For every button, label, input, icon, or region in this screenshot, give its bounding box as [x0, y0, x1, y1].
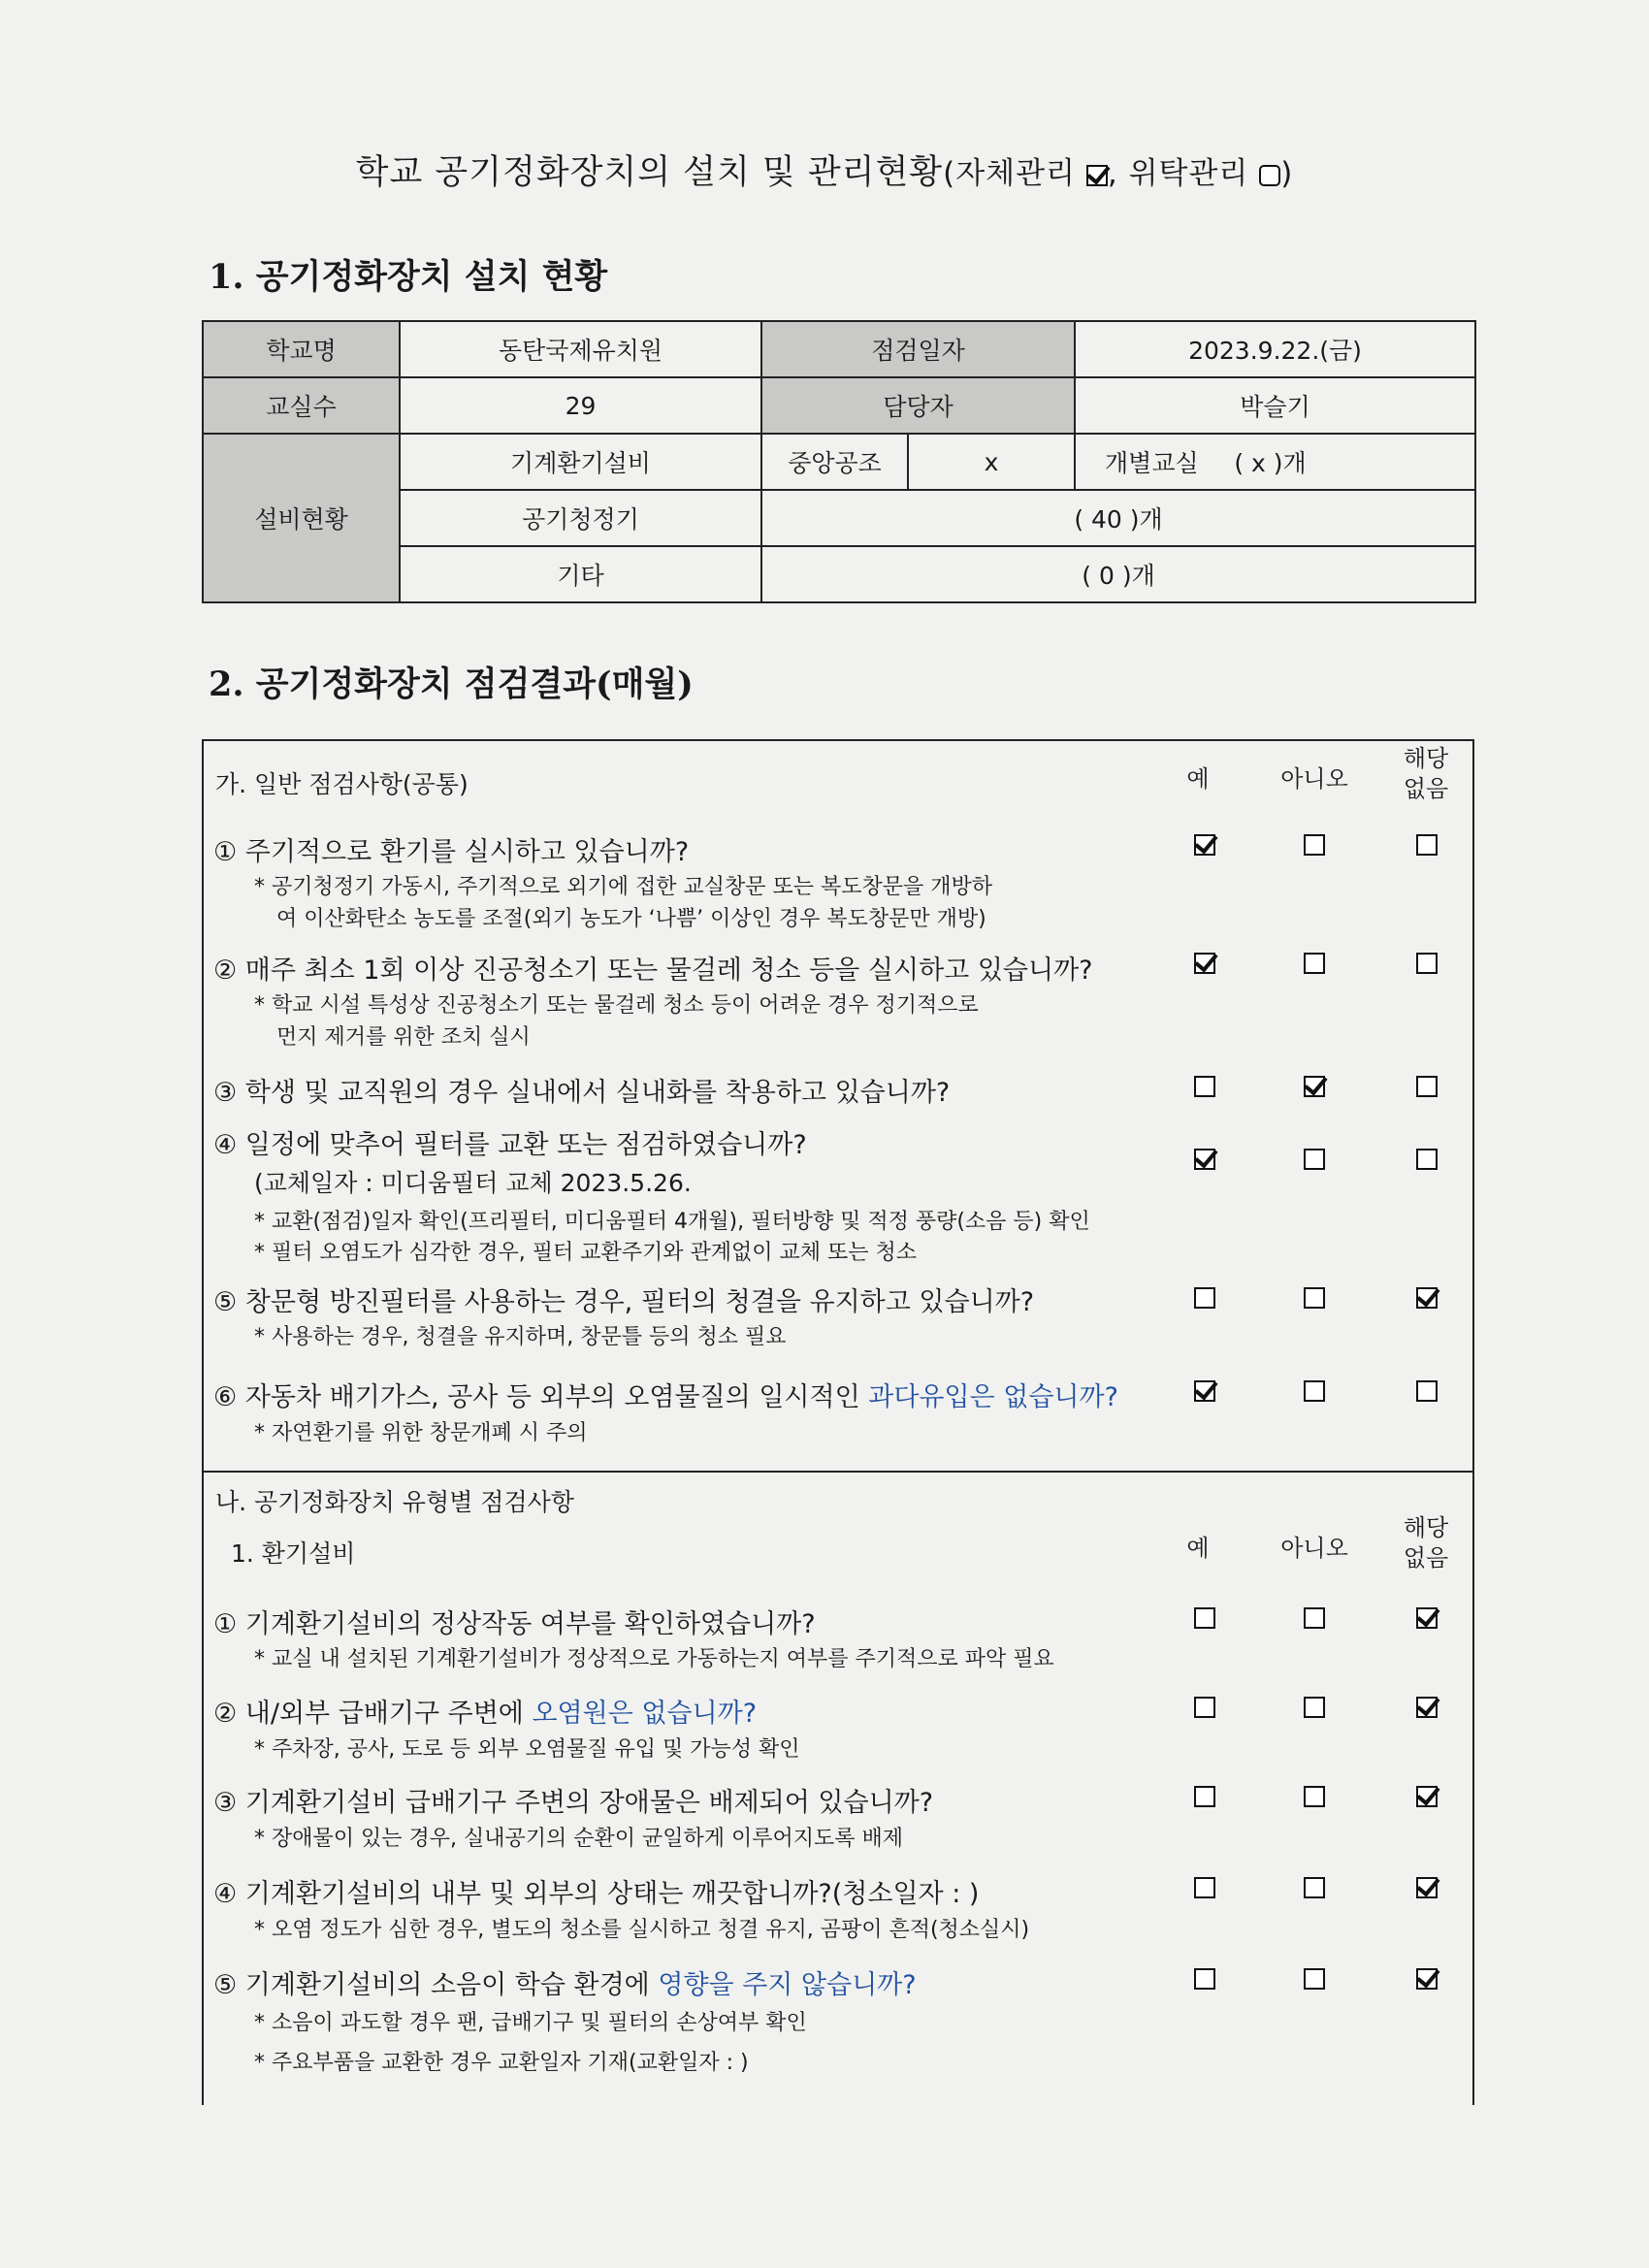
a1-na-checkbox[interactable]	[1416, 834, 1438, 856]
note-b5-2: * 주요부품을 교환한 경우 교환일자 기재(교환일자 : )	[254, 2051, 749, 2075]
b1-yes-checkbox[interactable]	[1194, 1607, 1215, 1629]
air-purifier-label: 공기청정기	[400, 490, 761, 546]
self-manage-checkbox[interactable]	[1086, 165, 1108, 186]
other-equipment-value: ( 0 )개	[761, 546, 1475, 602]
b5-no-checkbox[interactable]	[1304, 1968, 1325, 1990]
question-b1: ① 기계환기설비의 정상작동 여부를 확인하였습니까?	[213, 1609, 816, 1639]
a2-na-checkbox[interactable]	[1416, 953, 1438, 974]
question-a6	[213, 1376, 1118, 1413]
central-hvac-value: x	[908, 434, 1075, 490]
question-a1: ① 주기적으로 환기를 실시하고 있습니까?	[213, 837, 690, 867]
question-b5-highlight: 영향을 주지 않습니까?	[658, 1970, 917, 2000]
note-a6-1: * 자연환기를 위한 창문개폐 시 주의	[254, 1421, 588, 1445]
b5-yes-checkbox[interactable]	[1194, 1968, 1215, 1990]
col-na-header-b	[1387, 1513, 1465, 1573]
title-paren-open: (	[943, 156, 956, 191]
question-b5-text: ⑤ 기계환기설비의 소음이 학습 환경에	[213, 1970, 659, 2000]
col-na-line2: 없음	[1403, 775, 1449, 802]
question-b2-highlight: 오염원은 없습니까?	[532, 1699, 758, 1729]
section1-heading: 1. 공기정화장치 설치 현황	[209, 257, 608, 297]
part-a-heading: 가. 일반 점검사항(공통)	[215, 770, 469, 798]
manager-label: 담당자	[761, 377, 1075, 434]
part-b-heading: 나. 공기정화장치 유형별 점검사항	[215, 1488, 574, 1516]
note-a2-2: 먼지 제거를 위한 조치 실시	[276, 1025, 531, 1050]
a3-na-checkbox[interactable]	[1416, 1076, 1438, 1097]
question-b2-text: ② 내/외부 급배기구 주변에	[213, 1699, 533, 1729]
a3-yes-checkbox[interactable]	[1194, 1076, 1215, 1097]
b4-no-checkbox[interactable]	[1304, 1877, 1325, 1898]
a5-na-checkbox[interactable]	[1416, 1287, 1438, 1309]
self-manage-label: 자체관리	[955, 156, 1077, 191]
col-yes-header-b: 예	[1186, 1535, 1210, 1562]
a4-replacement-date: (교체일자 : 미디움필터 교체 2023.5.26.	[254, 1169, 692, 1197]
individual-classroom-count: ( x )개	[1234, 449, 1307, 477]
a6-no-checkbox[interactable]	[1304, 1380, 1325, 1402]
col-no-header: 아니오	[1280, 765, 1348, 793]
title-separator: ,	[1107, 156, 1129, 191]
b4-na-checkbox[interactable]	[1416, 1877, 1438, 1898]
b5-na-checkbox[interactable]	[1416, 1968, 1438, 1990]
entrust-manage-checkbox[interactable]	[1259, 165, 1280, 186]
a6-yes-checkbox[interactable]	[1194, 1380, 1215, 1402]
title-paren-close: )	[1280, 156, 1294, 191]
inspection-results-panel	[202, 739, 1474, 2105]
b1-no-checkbox[interactable]	[1304, 1607, 1325, 1629]
manager-value: 박슬기	[1075, 377, 1475, 434]
question-b5	[213, 1963, 917, 2001]
part-divider	[204, 1471, 1472, 1473]
question-b2	[213, 1692, 757, 1730]
a3-no-checkbox[interactable]	[1304, 1076, 1325, 1097]
a4-na-checkbox[interactable]	[1416, 1149, 1438, 1170]
note-b1-1: * 교실 내 설치된 기계환기설비가 정상적으로 가동하는지 여부를 주기적으로 파악 필요	[254, 1647, 1054, 1671]
note-a2-1: * 학교 시설 특성상 진공청소기 또는 물걸레 청소 등이 어려운 경우 정기적으로	[254, 993, 979, 1018]
school-name-value: 동탄국제유치원	[400, 321, 761, 377]
central-hvac-label: 중앙공조	[761, 434, 908, 490]
classroom-count-value: 29	[400, 377, 761, 434]
air-purifier-value: ( 40 )개	[761, 490, 1475, 546]
entrust-manage-label: 위탁관리	[1128, 156, 1249, 191]
question-a4: ④ 일정에 맞추어 필터를 교환 또는 점검하였습니까?	[213, 1130, 807, 1160]
a4-yes-checkbox[interactable]	[1194, 1149, 1215, 1170]
note-a4-1: * 교환(점검)일자 확인(프리필터, 미디움필터 4개월), 필터방향 및 적정 풍량(소음 등) 확인	[254, 1210, 1090, 1234]
note-b5-1: * 소음이 과도할 경우 팬, 급배기구 및 필터의 손상여부 확인	[254, 2011, 807, 2035]
b3-yes-checkbox[interactable]	[1194, 1786, 1215, 1807]
a2-yes-checkbox[interactable]	[1194, 953, 1215, 974]
a1-no-checkbox[interactable]	[1304, 834, 1325, 856]
col-na-line1: 해당	[1403, 745, 1449, 772]
question-a6-text: ⑥ 자동차 배기가스, 공사 등 외부의 오염물질의 일시적인	[213, 1382, 869, 1412]
question-a6-highlight: 과다유입은 없습니까?	[868, 1382, 1118, 1412]
title-main: 학교 공기정화장치의 설치 및 관리현황	[355, 153, 944, 192]
b3-na-checkbox[interactable]	[1416, 1786, 1438, 1807]
mechanical-ventilation-label: 기계환기설비	[400, 434, 761, 490]
question-b3: ③ 기계환기설비 급배기구 주변의 장애물은 배제되어 있습니까?	[213, 1788, 934, 1818]
school-name-label: 학교명	[203, 321, 400, 377]
document-title	[0, 146, 1649, 194]
b2-yes-checkbox[interactable]	[1194, 1697, 1215, 1718]
note-b3-1: * 장애물이 있는 경우, 실내공기의 순환이 균일하게 이루어지도록 배제	[254, 1827, 903, 1851]
note-a5-1: * 사용하는 경우, 청결을 유지하며, 창문틀 등의 청소 필요	[254, 1325, 787, 1349]
a2-no-checkbox[interactable]	[1304, 953, 1325, 974]
equipment-status-label: 설비현황	[203, 434, 400, 602]
inspection-date-label: 점검일자	[761, 321, 1075, 377]
a6-na-checkbox[interactable]	[1416, 1380, 1438, 1402]
col-na-header	[1387, 744, 1465, 804]
b2-no-checkbox[interactable]	[1304, 1697, 1325, 1718]
col-na-b-line1: 해당	[1403, 1514, 1449, 1541]
classroom-count-label: 교실수	[203, 377, 400, 434]
part-b-subheading: 1. 환기설비	[231, 1539, 356, 1568]
col-no-header-b: 아니오	[1280, 1535, 1348, 1562]
note-b4-1: * 오염 정도가 심한 경우, 별도의 청소를 실시하고 청결 유지, 곰팡이 흔적(청소실시)	[254, 1918, 1030, 1942]
individual-classroom-label: 개별교실	[1105, 449, 1199, 477]
question-a3: ③ 학생 및 교직원의 경우 실내에서 실내화를 착용하고 있습니까?	[213, 1078, 951, 1108]
col-na-b-line2: 없음	[1403, 1544, 1449, 1571]
a4-no-checkbox[interactable]	[1304, 1149, 1325, 1170]
inspection-date-value: 2023.9.22.(금)	[1075, 321, 1475, 377]
question-a2: ② 매주 최소 1회 이상 진공청소기 또는 물걸레 청소 등을 실시하고 있습니까?	[213, 956, 1093, 986]
section2-heading: 2. 공기정화장치 점검결과(매월)	[209, 664, 694, 704]
note-a1-2: 여 이산화탄소 농도를 조절(외기 농도가 ‘나쁨’ 이상인 경우 복도창문만 개방)	[276, 907, 986, 931]
note-a4-2: * 필터 오염도가 심각한 경우, 필터 교환주기와 관계없이 교체 또는 청소	[254, 1241, 917, 1265]
b3-no-checkbox[interactable]	[1304, 1786, 1325, 1807]
a5-yes-checkbox[interactable]	[1194, 1287, 1215, 1309]
a1-yes-checkbox[interactable]	[1194, 834, 1215, 856]
col-yes-header: 예	[1186, 765, 1210, 793]
other-equipment-label: 기타	[400, 546, 761, 602]
installation-table	[202, 320, 1476, 603]
individual-classroom-value	[1075, 434, 1475, 490]
b1-na-checkbox[interactable]	[1416, 1607, 1438, 1629]
a5-no-checkbox[interactable]	[1304, 1287, 1325, 1309]
note-b2-1: * 주차장, 공사, 도로 등 외부 오염물질 유입 및 가능성 확인	[254, 1737, 800, 1762]
note-a1-1: * 공기청정기 가동시, 주기적으로 외기에 접한 교실창문 또는 복도창문을 개방하	[254, 875, 992, 899]
question-a5: ⑤ 창문형 방진필터를 사용하는 경우, 필터의 청결을 유지하고 있습니까?	[213, 1287, 1035, 1317]
b2-na-checkbox[interactable]	[1416, 1697, 1438, 1718]
b4-yes-checkbox[interactable]	[1194, 1877, 1215, 1898]
question-b4: ④ 기계환기설비의 내부 및 외부의 상태는 깨끗합니까?(청소일자 : )	[213, 1879, 980, 1909]
